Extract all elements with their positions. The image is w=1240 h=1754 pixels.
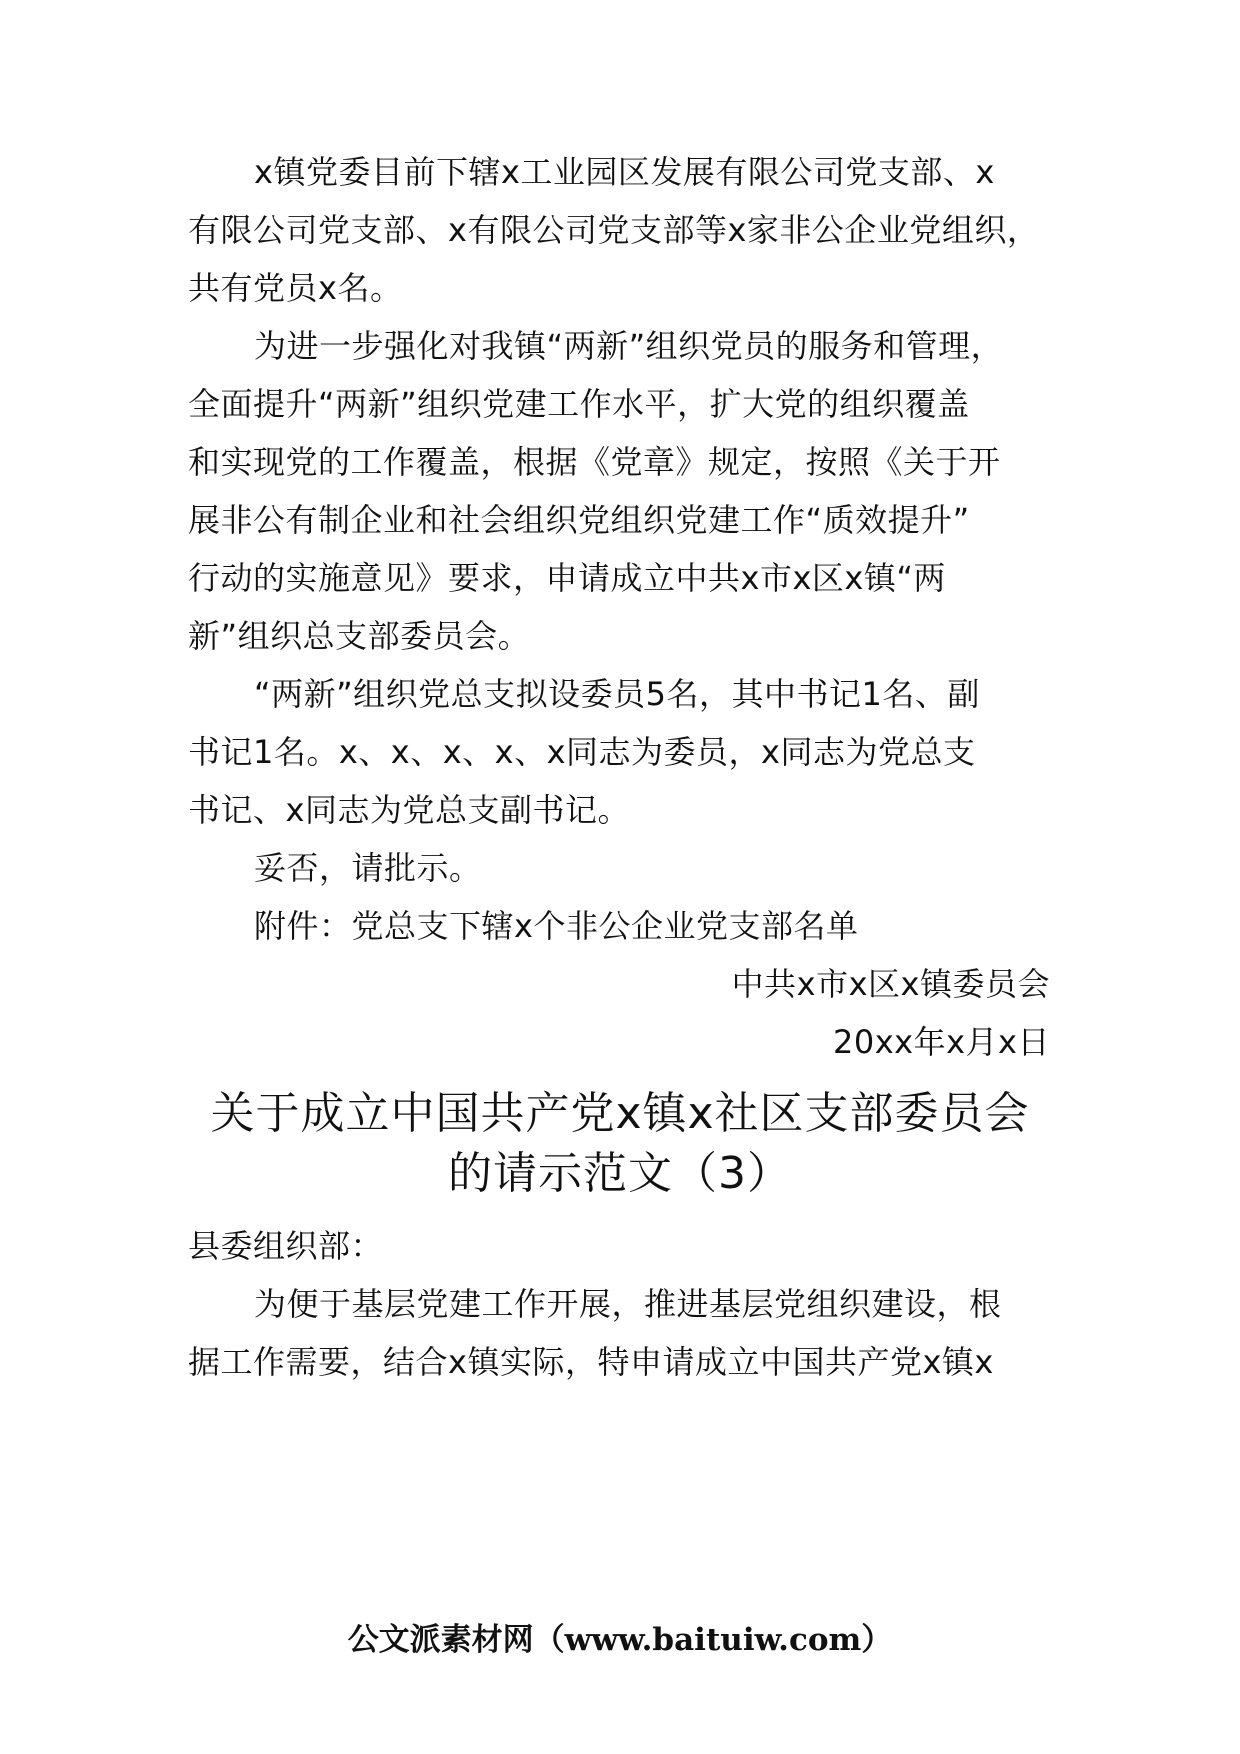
- paragraph-4-line-1: 为便于基层党建工作开展，推进基层党组织建设，根: [254, 1285, 1002, 1323]
- paragraph-2-line-3: 和实现党的工作覆盖，根据《党章》规定，按照《关于开: [188, 443, 1001, 481]
- paragraph-1-line-3: 共有党员x名。: [188, 269, 403, 307]
- closing-line: 妥否，请批示。: [254, 849, 482, 887]
- paragraph-1-line-2: 有限公司党支部、x有限公司党支部等x家非公企业党组织，: [188, 211, 1040, 249]
- signature-org: 中共x市x区x镇委员会: [731, 965, 1050, 1003]
- attachment-line: 附件：党总支下辖x个非公企业党支部名单: [254, 907, 859, 945]
- paragraph-3-line-3: 书记、x同志为党总支副书记。: [188, 791, 630, 829]
- section-title-line-2: 的请示范文（3）: [448, 1148, 792, 1199]
- paragraph-1-line-1: x镇党委目前下辖x工业园区发展有限公司党支部、x: [254, 153, 995, 191]
- paragraph-2-line-5: 行动的实施意见》要求，申请成立中共x市x区x镇“两: [188, 559, 946, 597]
- signature-date: 20xx年x月x日: [833, 1023, 1050, 1061]
- section-title-line-1: 关于成立中国共产党x镇x社区支部委员会: [210, 1088, 1030, 1139]
- footer-source: 公文派素材网（www.baituiw.com）: [347, 1622, 893, 1658]
- salutation: 县委组织部：: [188, 1227, 384, 1265]
- paragraph-2-line-4: 展非公有制企业和社会组织党组织党建工作“质效提升”: [188, 501, 970, 539]
- paragraph-2-line-1: 为进一步强化对我镇“两新”组织党员的服务和管理，: [254, 327, 1004, 365]
- paragraph-4-line-2: 据工作需要，结合x镇实际，特申请成立中国共产党x镇x: [188, 1343, 994, 1381]
- paragraph-2-line-6: 新”组织总支部委员会。: [188, 617, 531, 655]
- paragraph-3-line-2: 书记1名。x、x、x、x、x同志为委员，x同志为党总支: [188, 733, 976, 771]
- paragraph-3-line-1: “两新”组织党总支拟设委员5名，其中书记1名、副: [254, 675, 980, 713]
- paragraph-2-line-2: 全面提升“两新”组织党建工作水平，扩大党的组织覆盖: [188, 385, 970, 423]
